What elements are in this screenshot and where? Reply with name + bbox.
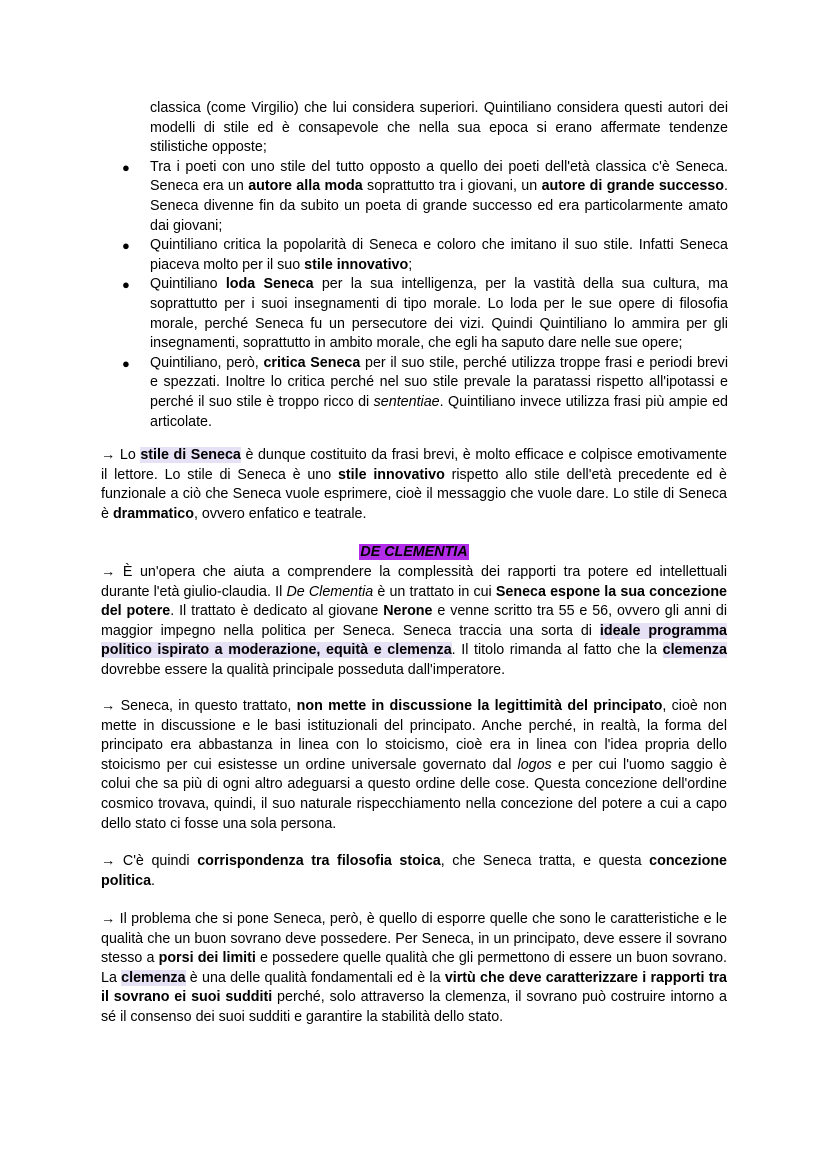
- text-run: è una delle qualità fondamentali ed è la: [185, 969, 445, 986]
- text-run: . Il titolo rimanda al fatto che la: [451, 642, 663, 659]
- paragraph-stile: [101, 446, 727, 524]
- highlighted-text: stile di Seneca: [140, 447, 241, 463]
- text-run: è dunque costituito da frasi brevi, è molto efficace e colpisce emotivamente il lettore. Lo stile di Seneca è uno: [101, 447, 727, 483]
- bold-text: virtù che deve caratterizzare i rapporti tra il sovrano ei suoi sudditi: [101, 969, 727, 1006]
- text-run: dovrebbe essere la qualità principale posseduta dall'imperatore.: [101, 661, 506, 678]
- text-run: . Seneca divenne fin da subito un poeta di grande successo ed era particolarmente amato dai giovani;: [150, 178, 728, 234]
- text-run: . Quintiliano invece utilizza frasi più ampie ed articolate.: [150, 393, 728, 430]
- bold-text: concezione politica: [101, 853, 727, 889]
- text-run: Quintiliano, però,: [150, 354, 264, 371]
- text-run: Quintiliano critica la popolarità di Seneca e coloro che imitano il suo stile. Infatti Seneca piaceva molto per il suo: [150, 237, 728, 273]
- bullet-item: [122, 354, 729, 432]
- bold-text: loda Seneca: [225, 276, 314, 293]
- bullet-item: [122, 275, 728, 353]
- text-run: .: [151, 872, 156, 889]
- bullet-text: [150, 100, 728, 155]
- bullet-dot-icon: ●: [122, 159, 130, 175]
- bullet-dot-icon: ●: [122, 277, 130, 293]
- text-run: è un trattato in cui: [373, 583, 496, 600]
- bullet-item: [122, 158, 728, 236]
- text-run: , ovvero enfatico e teatrale.: [193, 505, 367, 522]
- text-run: → Lo: [101, 447, 141, 463]
- bullet-text: [150, 276, 728, 351]
- text-run: → È un'opera che aiuta a comprendere la complessità dei rapporti tra potere ed intellettuali durante l'età giulio-claudia. Il: [101, 564, 727, 600]
- bullet-list: [122, 99, 729, 432]
- bullet-item: [150, 99, 728, 158]
- highlighted-text: clemenza: [662, 642, 727, 659]
- bold-text: porsi dei limiti: [158, 950, 256, 967]
- paragraph-opera: [101, 563, 727, 681]
- bold-text: autore di grande successo: [541, 178, 724, 195]
- text-run: . Il trattato è dedicato al giovane: [170, 603, 384, 620]
- highlighted-text: ideale programma politico ispirato a moderazione, equità e clemenza: [101, 622, 727, 659]
- text-run: → C'è quindi: [101, 853, 198, 869]
- text-run: classica (come Virgilio) che lui considera superiori. Quintiliano considera questi autori dei modelli di stile ed è consapevole che nella sua epoca si erano affermate tendenze stilistiche opposte;: [150, 100, 728, 156]
- bullet-text: [150, 237, 728, 273]
- bullet-text: [150, 159, 728, 234]
- highlighted-text: clemenza: [121, 969, 186, 986]
- text-run: → Seneca, in questo trattato,: [101, 698, 297, 714]
- bullet-dot-icon: ●: [122, 238, 130, 254]
- bold-text: non mette in discussione la legittimità del principato: [296, 698, 663, 714]
- text-run: ;: [408, 256, 413, 273]
- text-run: perché, solo attraverso la clemenza, il sovrano può costruire intorno a sé il consenso dei suoi sudditi e garantire la stabilità dello stato.: [101, 989, 727, 1025]
- text-run: e venne scritto tra 55 e 56, ovvero gli anni di maggior impegno nella politica per Seneca. Seneca traccia una sorta di: [101, 603, 727, 639]
- section-title-text: DE CLEMENTIA: [360, 544, 468, 560]
- bullet-text: [150, 355, 728, 430]
- bold-text: Nerone: [383, 603, 433, 620]
- bullet-dot-icon: ●: [122, 355, 130, 371]
- text-run: e possedere quelle qualità che gli permettono di essere un buon sovrano. La: [101, 950, 727, 986]
- italic-text: sententiae: [373, 393, 440, 410]
- text-run: , cioè non mette in discussione e le basi istituzionali del principato. Anche perché, in realtà, la forma del principato era abbastanza in linea con lo stoicismo, cioè era in linea con l'idea propria dello stoicismo per cui esistesse un ordine universale governato dal: [101, 698, 727, 773]
- bold-text: stile innovativo: [337, 466, 445, 483]
- bold-text: Seneca espone la sua concezione del potere: [101, 583, 728, 620]
- bold-text: drammatico: [112, 505, 194, 522]
- bold-text: critica Seneca: [263, 354, 361, 371]
- section-title: [0, 543, 828, 563]
- bold-text: autore alla moda: [248, 178, 363, 195]
- paragraph-corrispondenza: [101, 852, 727, 891]
- bold-text: stile innovativo: [304, 256, 409, 273]
- text-run: Tra i poeti con uno stile del tutto opposto a quello dei poeti dell'età classica c'è Seneca. Seneca era un: [150, 158, 728, 195]
- paragraph-problema: [101, 910, 727, 1028]
- text-run: per il suo stile, perché utilizza troppe frasi e periodi brevi e spezzati. Inoltre lo critica perché nel suo stile prevale la paratassi rispetto all'ipotassi e perché il suo stile è troppo ricco di: [150, 354, 729, 410]
- bullet-item: [122, 236, 728, 275]
- italic-text: logos: [517, 756, 552, 773]
- paragraph-principato: [101, 697, 727, 834]
- italic-text: De Clementia: [286, 583, 374, 600]
- text-run: per la sua intelligenza, per la vastità della sua cultura, ma soprattutto per i suoi insegnamenti di tipo morale. Lo loda per le sue opere di filosofia morale, perché Seneca fu un persecutore dei vizi. Quindi Quintiliano lo ammira per gli insegnamenti, soprattutto in ambito morale, che egli ha saputo dare nelle sue opere;: [150, 276, 728, 352]
- text-run: → Il problema che si pone Seneca, però, è quello di esporre quelle che sono le caratteristiche e le qualità che un buon sovrano deve possedere. Per Seneca, in un principato, deve essere il sovrano stesso a: [101, 911, 727, 967]
- text-run: rispetto allo stile dell'età precedente ed è funzionale a ciò che Seneca vuole esprimere, cioè il messaggio che vuole dare. Lo stile di Seneca è: [101, 466, 728, 522]
- bold-text: corrispondenza tra filosofia stoica: [197, 853, 441, 869]
- text-run: soprattutto tra i giovani, un: [362, 178, 542, 195]
- text-run: e per cui l'uomo saggio è colui che sa più di ogni altro adeguarsi a questo ordine delle cose. Questa concezione dell'ordine cosmico trovava, quindi, il suo naturale rispecchiamento nella concezione del potere a cui a capo dello stato ci fosse una sola persona.: [101, 756, 727, 832]
- text-run: Quintiliano: [150, 276, 226, 293]
- text-run: , che Seneca tratta, e questa: [440, 853, 650, 869]
